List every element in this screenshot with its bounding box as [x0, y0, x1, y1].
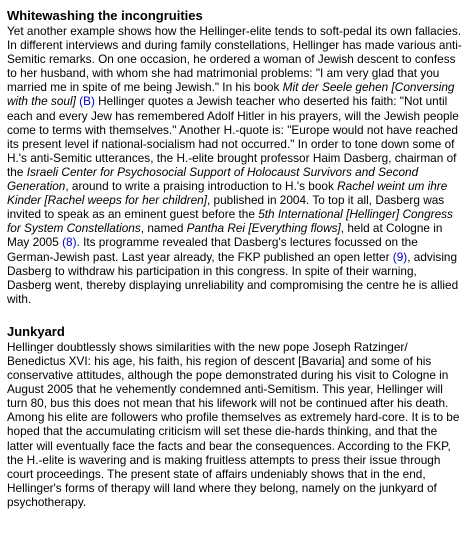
reference-link-9[interactable]: (9): [392, 249, 408, 264]
paragraph-text: Yet another example shows how the Hellinger-elite tends to soft-pedal its own fallacies. In different interviews and during family constellations, Hellinger has made various anti-Semitic remarks. On one occasion, he ordered a woman of Jewish descent to confess to her husband, with whom she had matrimonial problems: "I am very glad that you married me in spite of me being Jewish." In his book: [7, 24, 462, 95]
section-heading: Whitewashing the incongruities: [7, 8, 203, 23]
paragraph-text: . Its programme revealed that Dasberg's lectures focussed on the German-Jewish past. Last year already, the FKP published an open letter: [7, 235, 418, 264]
paragraph-text: , held at Cologne in May 2005: [7, 221, 443, 250]
reference-link-b[interactable]: (B): [79, 94, 95, 109]
organization-name: Israeli Center for Psychosocial Support of Holocaust Survivors and Second Generation: [7, 164, 419, 194]
section-heading: Junkyard: [7, 323, 65, 339]
paragraph-text: , around to write a praising introduction to H.'s book: [65, 179, 338, 194]
section-whitewashing: [7, 8, 463, 306]
paragraph-text: , named: [140, 221, 187, 236]
book-title: Mit der Seele gehen [Conversing with the soul]: [7, 80, 455, 109]
paragraph-text: Hellinger quotes a Jewish teacher who deserted his faith: "Not until each and every Jew has remembered Adolf Hitler in his prayers, will the Jewish people come to terms with themselves." Another H.-quote is: "Europe would not have reached its present level if national-socialism had not occurred." In order to tone down some of H.'s anti-Semitic utterances, the H.-elite brought professor Haim Dasberg, chairman of the: [7, 94, 459, 179]
book-title: Rachel weint um ihre Kinder [Rachel weeps for her children]: [7, 179, 448, 208]
reference-link-8[interactable]: (8): [62, 235, 77, 250]
congress-name: Pantha Rei [Everything flows]: [186, 221, 341, 236]
congress-title: 5th International [Hellinger] Congress for System Constellations: [7, 207, 453, 236]
section-junkyard: [7, 324, 463, 509]
section-paragraph: Hellinger doubtlessly shows similarities with the new pope Joseph Ratzinger/ Benedictus XVI: his age, his faith, his region of descent [Bavaria] and some of his conservative attitudes, although the pope demonstrated during his visit to Cologne in August 2005 that he vehemently condemned anti-Semitism. This year, Hellinger will turn 80, bus this does not mean that his lifework will not be continued after his death. Among his elite are followers who profile themselves as extremely hard-core. It is to be hoped that the accumulating criticism will set these die-hards thinking, and that the latter will eventually face the facts and bear the consequences. According to the FKP, the H.-elite is wavering and is making fruitless attempts to press their issue through court proceedings. The present state of affairs undeniably shows that in the end, Hellinger's forms of therapy will land where they belong, namely on the junkyard of psychotherapy.: [7, 339, 460, 509]
article: [7, 8, 463, 509]
section-paragraph: [7, 24, 463, 306]
paragraph-text: , published in 2004. To top it all, Dasberg was invited to speak as an eminent guest before the: [7, 193, 445, 222]
paragraph-text: , advising Dasberg to withdraw his participation in this congress. In spite of their warning, Dasberg went, thereby displaying unreliability and compromising the centre he is allied with.: [7, 249, 459, 306]
